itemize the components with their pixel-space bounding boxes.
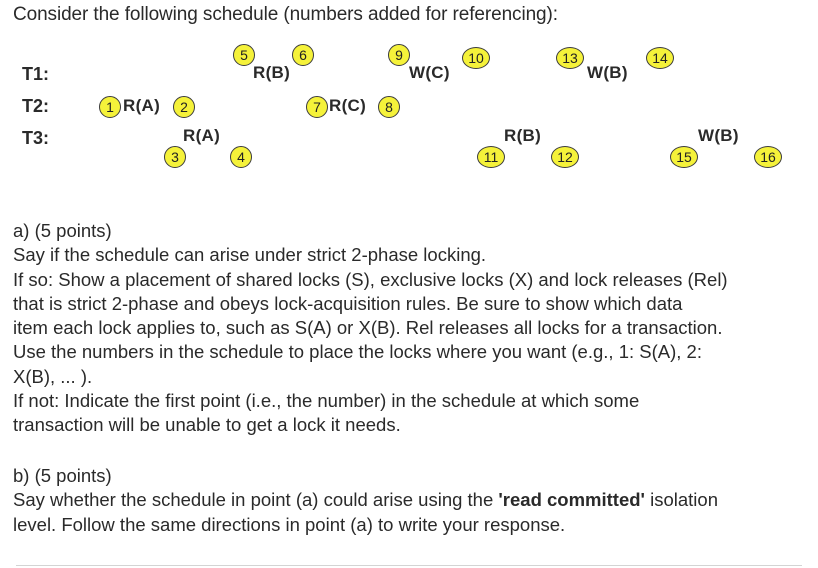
marker-10: 10 — [462, 47, 490, 69]
marker-14: 14 — [646, 47, 674, 69]
marker-12: 12 — [551, 146, 579, 168]
part-a-line-2: If so: Show a placement of shared locks (S), exclusive locks (X) and lock releases (Rel) — [13, 268, 728, 290]
t2-read-c: R(C) — [329, 96, 367, 115]
t3-read-b: R(B) — [504, 126, 542, 145]
part-b-read-committed: 'read committed' — [498, 489, 645, 511]
marker-3: 3 — [164, 146, 186, 168]
part-b-heading: b) (5 points) — [13, 465, 112, 486]
marker-5: 5 — [233, 44, 255, 66]
part-a-heading: a) (5 points) — [13, 220, 112, 241]
marker-1: 1 — [99, 96, 121, 118]
marker-13: 13 — [556, 47, 584, 69]
part-a-line-6: X(B), ... ). — [13, 365, 93, 387]
part-b-line-1 — [13, 488, 803, 512]
part-b-line-2: level. Follow the same directions in point (a) to write your response. — [13, 513, 566, 535]
part-a-line-1: Say if the schedule can arise under strict 2-phase locking. — [13, 244, 487, 266]
part-a-line-5: Use the numbers in the schedule to place the locks where you want (e.g., 1: S(A), 2: — [13, 341, 702, 363]
part-a-line-4: item each lock applies to, such as S(A) or X(B). Rel releases all locks for a transaction. — [13, 317, 723, 339]
t1-write-c: W(C) — [409, 63, 450, 82]
t1-write-b: W(B) — [587, 63, 628, 82]
marker-9: 9 — [388, 44, 410, 66]
part-a-line-8: transaction will be unable to get a lock it needs. — [13, 414, 401, 436]
part-a-line-3: that is strict 2-phase and obeys lock-acquisition rules. Be sure to show which data — [13, 292, 683, 314]
marker-15: 15 — [670, 146, 698, 168]
t1-read-b: R(B) — [253, 63, 291, 82]
t3-read-a: R(A) — [183, 126, 221, 145]
marker-11: 11 — [477, 146, 505, 168]
row-label-t3: T3: — [22, 128, 49, 148]
t2-read-a: R(A) — [123, 96, 161, 115]
part-b-line-1-post: isolation — [644, 489, 718, 511]
marker-2: 2 — [173, 96, 195, 118]
marker-8: 8 — [378, 96, 400, 118]
part-a — [13, 219, 803, 438]
part-b-line-1-pre: Say whether the schedule in point (a) could arise using the — [13, 489, 499, 511]
row-label-t2: T2: — [22, 96, 49, 116]
marker-4: 4 — [230, 146, 252, 168]
intro-text: Consider the following schedule (numbers added for referencing): — [13, 4, 558, 25]
part-a-line-7: If not: Indicate the first point (i.e., the number) in the schedule at which some — [13, 390, 640, 412]
marker-6: 6 — [292, 44, 314, 66]
row-label-t1: T1: — [22, 64, 49, 84]
bottom-divider — [16, 565, 802, 566]
part-b — [13, 464, 803, 537]
marker-16: 16 — [754, 146, 782, 168]
t3-write-b: W(B) — [698, 126, 739, 145]
marker-7: 7 — [306, 96, 328, 118]
